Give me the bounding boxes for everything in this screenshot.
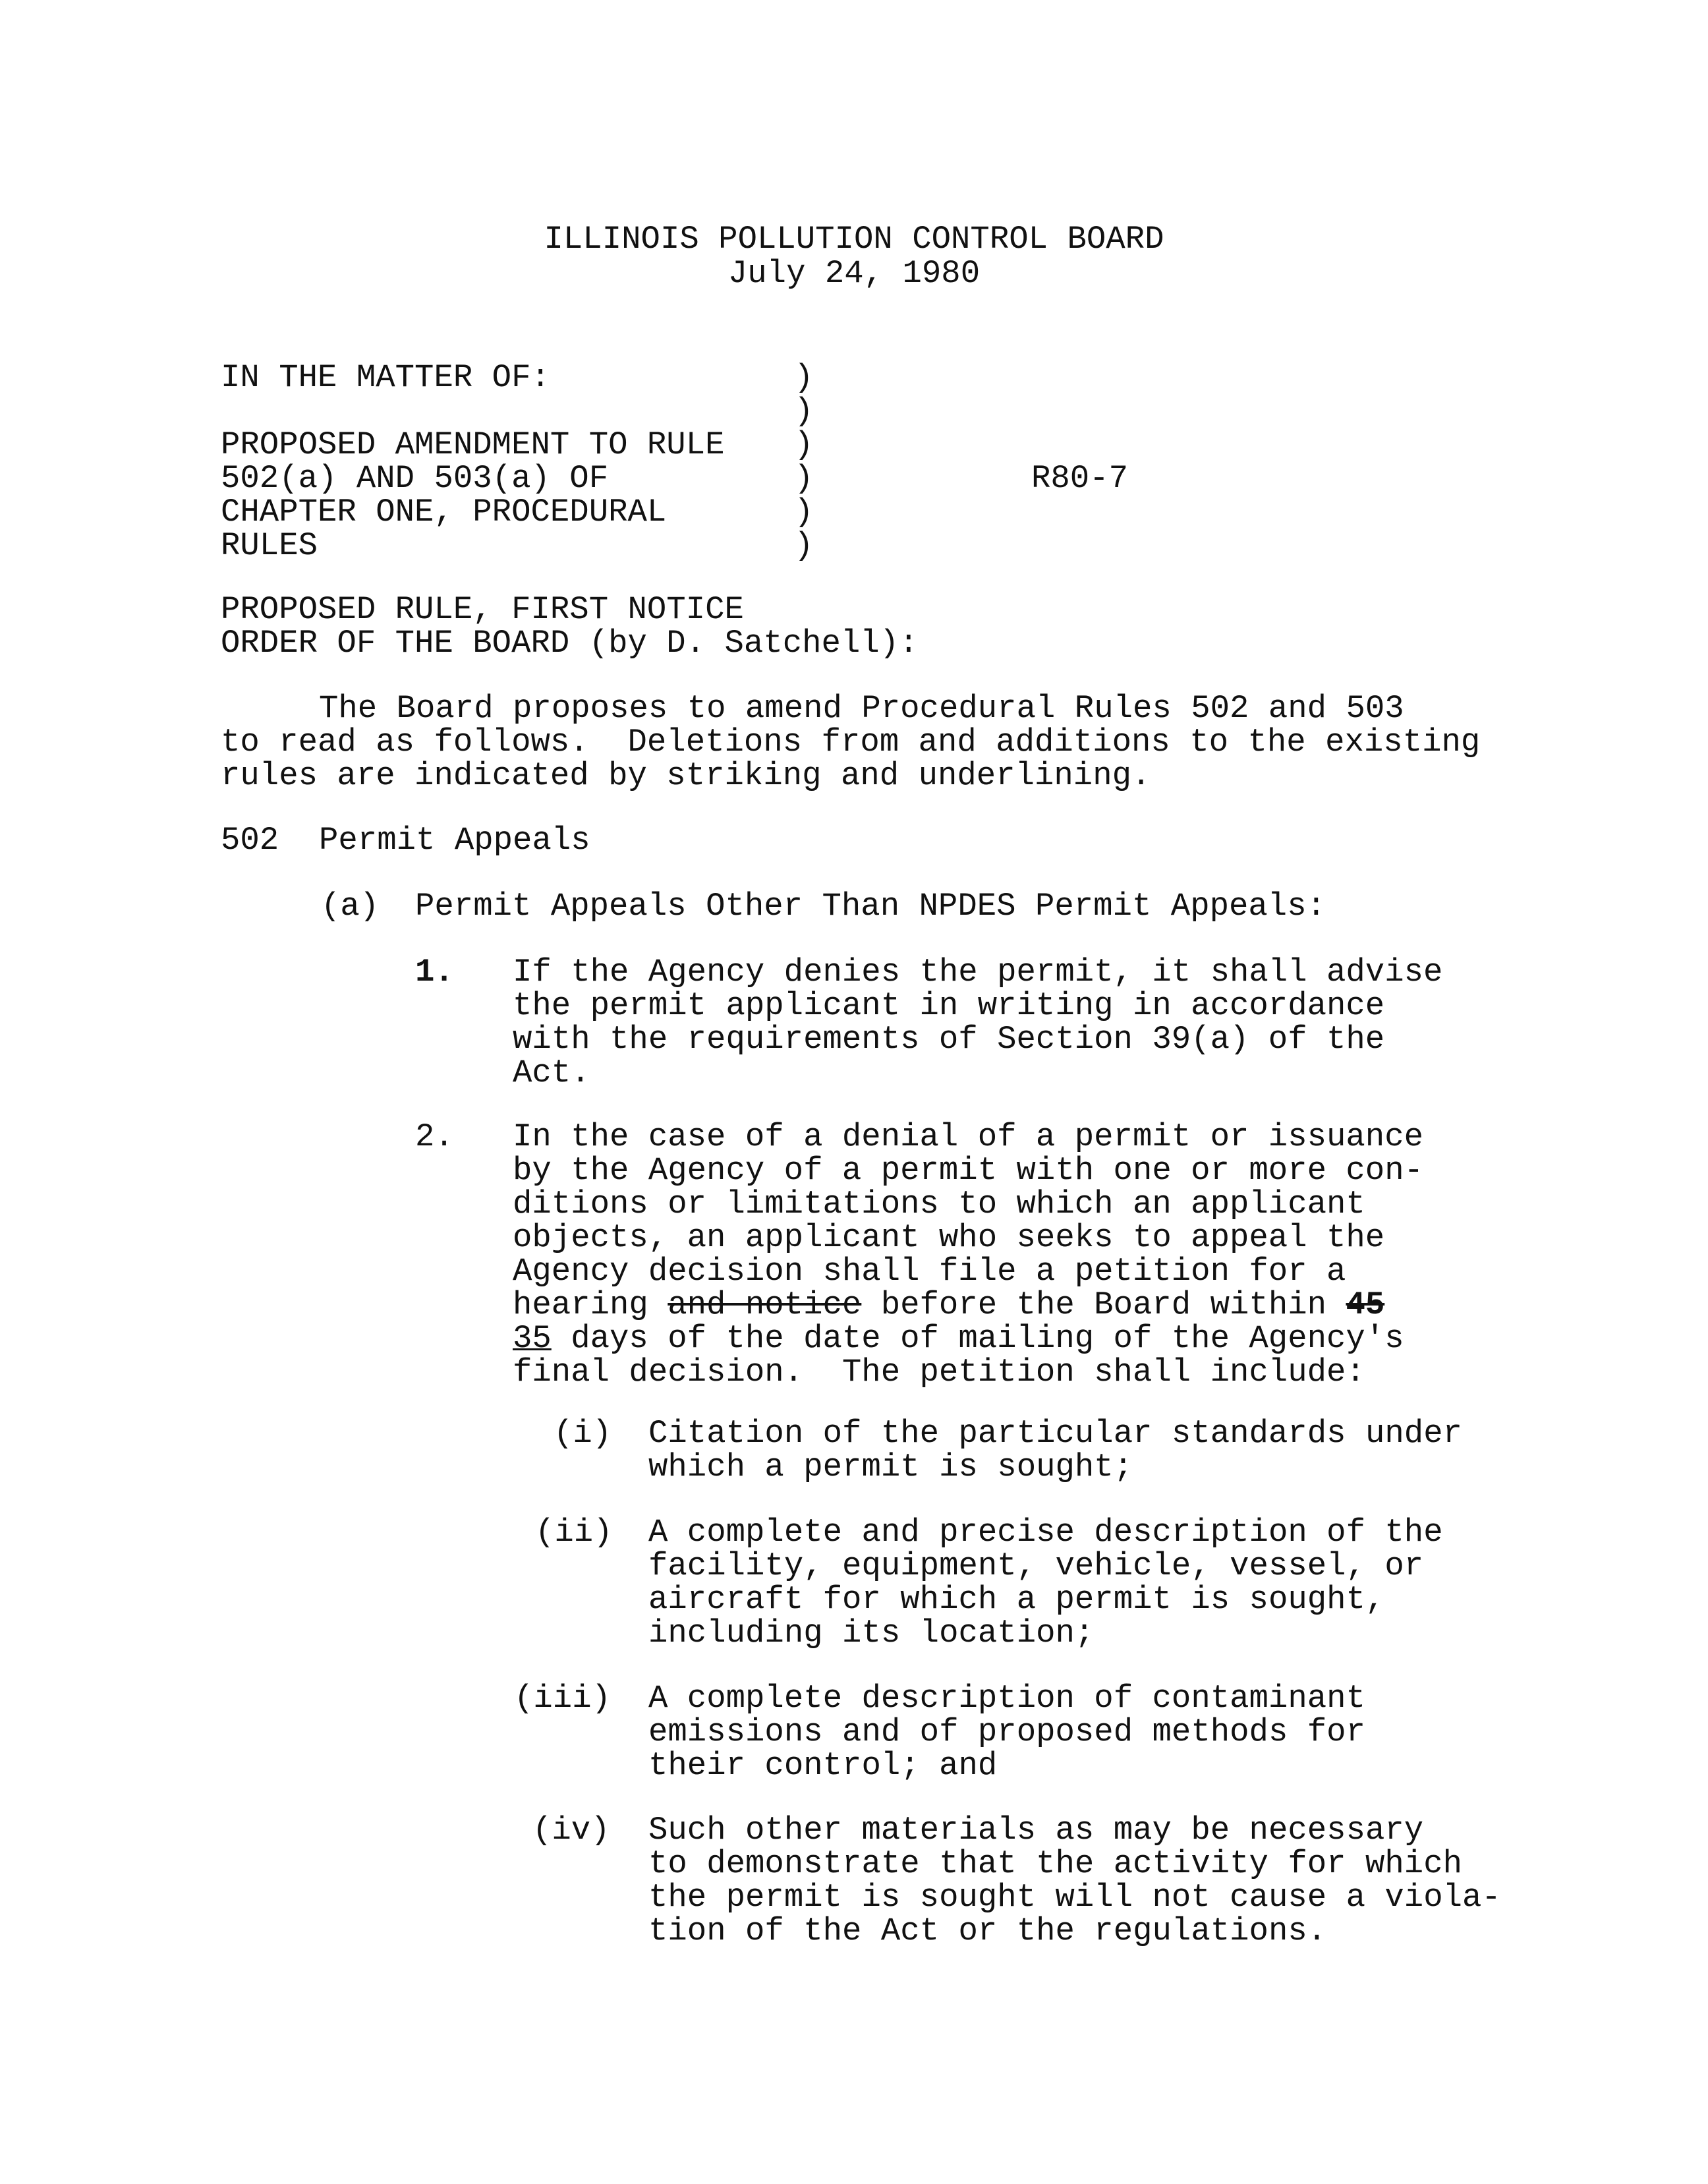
organization-title: ILLINOIS POLLUTION CONTROL BOARD <box>544 221 1164 258</box>
subitem-line: to demonstrate that the activity for which <box>648 1845 1463 1882</box>
intro-line: rules are indicated by striking and underlining. <box>221 757 1151 794</box>
subitem-line: which a permit is sought; <box>648 1449 1133 1485</box>
item-line-amended <box>513 1288 1384 1322</box>
item-line-amended <box>513 1322 1404 1356</box>
section-number: 502 <box>221 822 279 859</box>
item-number: 2. <box>415 1118 454 1155</box>
subitem-line: A complete description of contaminant <box>648 1680 1365 1717</box>
subitem-line: the permit is sought will not cause a viola- <box>648 1879 1501 1916</box>
intro-line: to read as follows. Deletions from and additions to the existing <box>221 724 1481 761</box>
subitem-label: (iii) <box>514 1680 612 1717</box>
item-line: In the case of a denial of a permit or issuance <box>513 1118 1424 1155</box>
item-line: Agency decision shall file a petition for a <box>513 1253 1346 1290</box>
order-heading: PROPOSED RULE, FIRST NOTICE <box>221 591 744 628</box>
subitem-label: (iv) <box>532 1812 610 1849</box>
deleted-text: and notice <box>668 1286 862 1323</box>
order-attribution: ORDER OF THE BOARD (by D. Satchell): <box>221 625 919 662</box>
caption-line: 502(a) AND 503(a) OF <box>221 460 609 497</box>
section-title: Permit Appeals <box>319 822 590 859</box>
caption-line: PROPOSED AMENDMENT TO RULE <box>221 426 725 463</box>
subitem-line: Citation of the particular standards under <box>648 1415 1463 1452</box>
subitem-line: tion of the Act or the regulations. <box>648 1912 1327 1949</box>
item-text: before the Board within <box>861 1286 1346 1323</box>
item-line: Act. <box>513 1054 590 1091</box>
added-days: 35 <box>513 1320 552 1357</box>
item-text: hearing <box>513 1286 668 1323</box>
deleted-days: 45 <box>1346 1286 1385 1323</box>
subitem-label: (i) <box>554 1415 612 1452</box>
item-line: If the Agency denies the permit, it shall advise <box>513 954 1443 991</box>
item-line: ditions or limitations to which an applicant <box>513 1186 1365 1222</box>
caption-line: IN THE MATTER OF: <box>221 359 550 396</box>
subitem-line: including its location; <box>648 1615 1095 1652</box>
subsection-title: Permit Appeals Other Than NPDES Permit Appeals: <box>415 888 1326 925</box>
subitem-line: Such other materials as may be necessary <box>648 1812 1424 1849</box>
item-line: final decision. The petition shall include: <box>513 1354 1365 1391</box>
subitem-line: emissions and of proposed methods for <box>648 1713 1365 1750</box>
subitem-line: aircraft for which a permit is sought, <box>648 1581 1385 1618</box>
subitem-label: (ii) <box>535 1514 613 1551</box>
item-text: days of the date of mailing of the Agency's <box>551 1320 1404 1357</box>
item-number: 1. <box>415 954 454 991</box>
caption-brackets: ) ) ) ) ) ) <box>794 359 814 564</box>
caption-line: RULES <box>221 527 318 564</box>
docket-number: R80-7 <box>1031 460 1129 497</box>
item-line: objects, an applicant who seeks to appeal the <box>513 1219 1385 1256</box>
caption-line: CHAPTER ONE, PROCEDURAL <box>221 494 667 531</box>
item-line: by the Agency of a permit with one or more con- <box>513 1152 1424 1189</box>
document-date: July 24, 1980 <box>727 255 981 292</box>
subitem-line: facility, equipment, vehicle, vessel, or <box>648 1547 1424 1584</box>
subitem-line: A complete and precise description of the <box>648 1514 1443 1551</box>
subsection-label: (a) <box>321 888 380 925</box>
intro-line: The Board proposes to amend Procedural Rules 502 and 503 <box>319 690 1404 727</box>
subitem-line: their control; and <box>648 1747 998 1784</box>
item-line: the permit applicant in writing in accordance <box>513 987 1385 1024</box>
item-line: with the requirements of Section 39(a) of the <box>513 1021 1385 1058</box>
